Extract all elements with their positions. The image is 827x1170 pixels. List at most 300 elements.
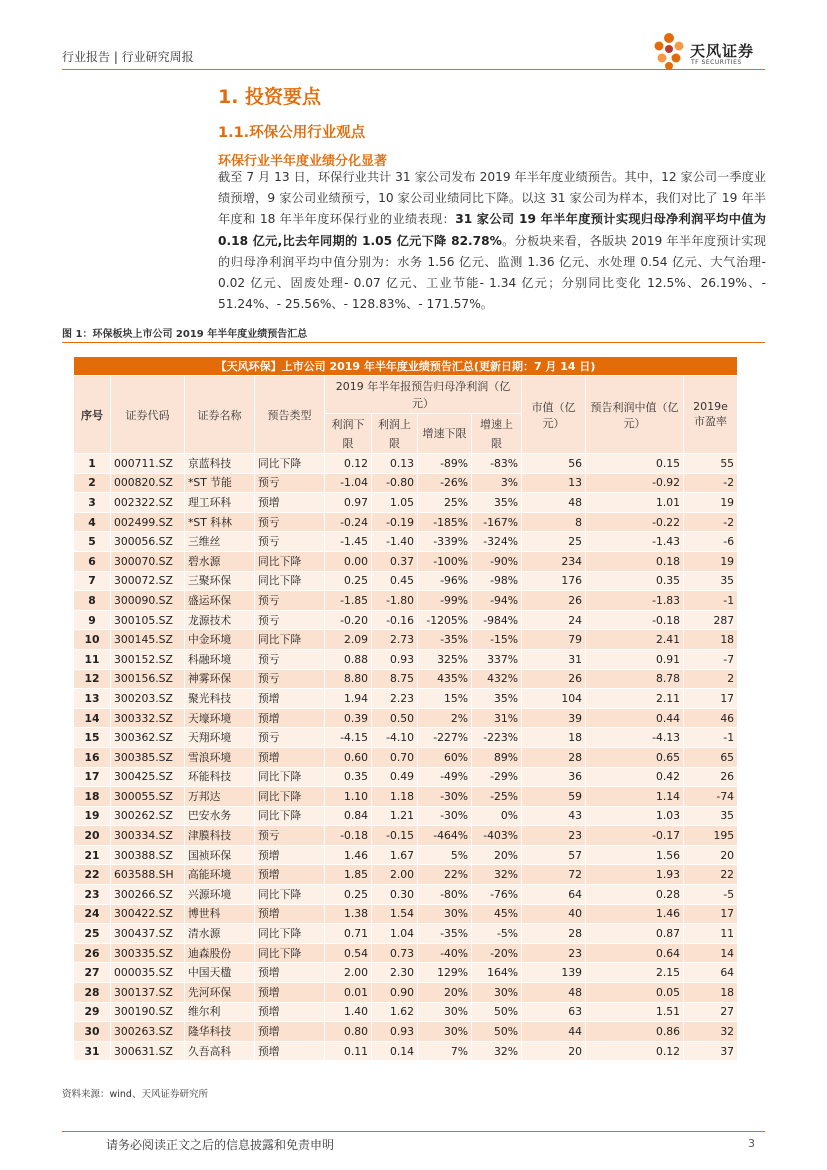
brand-logo — [650, 30, 780, 74]
cell-growth-high: -94% — [472, 591, 522, 611]
table-row — [74, 473, 738, 493]
cell-name: 维尔利 — [185, 1002, 255, 1022]
cell-pe: -5 — [684, 885, 738, 905]
cell-pe: -6 — [684, 532, 738, 552]
col-header-profit-high: 利润上限 — [372, 414, 418, 454]
cell-no: 11 — [74, 649, 111, 669]
cell-profit-high: 1.21 — [372, 806, 418, 826]
cell-profit-low: -0.20 — [325, 610, 372, 630]
cell-pe: 11 — [684, 924, 738, 944]
cell-profit-high: 1.62 — [372, 1002, 418, 1022]
cell-code: 300437.SZ — [111, 924, 185, 944]
cell-code: 300072.SZ — [111, 571, 185, 591]
cell-growth-high: -76% — [472, 885, 522, 905]
cell-code: 300070.SZ — [111, 551, 185, 571]
section-heading: 1. 投资要点 — [218, 86, 322, 108]
cell-profit-high: -0.15 — [372, 826, 418, 846]
cell-type: 同比下降 — [255, 924, 325, 944]
cell-pe: -2 — [684, 473, 738, 493]
cell-mid: 0.87 — [586, 924, 684, 944]
cell-profit-low: 0.39 — [325, 708, 372, 728]
cell-growth-low: -30% — [418, 787, 472, 807]
cell-growth-low: -40% — [418, 943, 472, 963]
cell-growth-low: 5% — [418, 845, 472, 865]
cell-code: 300156.SZ — [111, 669, 185, 689]
cell-no: 13 — [74, 689, 111, 709]
cell-profit-low: 1.40 — [325, 1002, 372, 1022]
cell-profit-low: 0.25 — [325, 571, 372, 591]
cell-mid: 0.91 — [586, 649, 684, 669]
table-row — [74, 512, 738, 532]
cell-no: 17 — [74, 767, 111, 787]
cell-type: 预增 — [255, 1022, 325, 1042]
cell-name: 隆华科技 — [185, 1022, 255, 1042]
cell-name: 盛运环保 — [185, 591, 255, 611]
cell-pe: -7 — [684, 649, 738, 669]
cell-code: 300335.SZ — [111, 943, 185, 963]
col-header-name: 证券名称 — [185, 376, 255, 454]
subsection-heading: 1.1.环保公用行业观点 — [218, 125, 366, 141]
cell-type: 同比下降 — [255, 787, 325, 807]
cell-growth-high: 89% — [472, 747, 522, 767]
cell-profit-high: 0.14 — [372, 1041, 418, 1061]
cell-type: 预增 — [255, 904, 325, 924]
header-divider — [62, 69, 765, 70]
cell-profit-low: 0.01 — [325, 983, 372, 1003]
cell-growth-low: 7% — [418, 1041, 472, 1061]
cell-type: 预增 — [255, 845, 325, 865]
cell-growth-high: 30% — [472, 983, 522, 1003]
cell-mktcap: 20 — [522, 1041, 586, 1061]
cell-code: 300055.SZ — [111, 787, 185, 807]
cell-profit-low: -0.18 — [325, 826, 372, 846]
cell-growth-low: -96% — [418, 571, 472, 591]
col-header-profit-low: 利润下限 — [325, 414, 372, 454]
cell-profit-low: 0.35 — [325, 767, 372, 787]
cell-profit-high: 8.75 — [372, 669, 418, 689]
cell-profit-low: -4.15 — [325, 728, 372, 748]
cell-growth-high: 432% — [472, 669, 522, 689]
cell-code: 300263.SZ — [111, 1022, 185, 1042]
cell-pe: 64 — [684, 963, 738, 983]
cell-profit-low: 0.60 — [325, 747, 372, 767]
cell-mid: 0.44 — [586, 708, 684, 728]
cell-profit-high: 0.93 — [372, 1022, 418, 1042]
cell-pe: 195 — [684, 826, 738, 846]
cell-pe: 65 — [684, 747, 738, 767]
table-row — [74, 669, 738, 689]
cell-no: 23 — [74, 885, 111, 905]
cell-profit-high: 0.73 — [372, 943, 418, 963]
brand-name-en: TF SECURITIES — [691, 59, 742, 66]
cell-mktcap: 57 — [522, 845, 586, 865]
cell-mktcap: 8 — [522, 512, 586, 532]
cell-type: 预增 — [255, 983, 325, 1003]
cell-pe: 19 — [684, 551, 738, 571]
cell-name: 环能科技 — [185, 767, 255, 787]
cell-no: 22 — [74, 865, 111, 885]
body-paragraph — [218, 167, 766, 315]
cell-mid: 0.15 — [586, 454, 684, 474]
cell-mid: 1.56 — [586, 845, 684, 865]
col-header-code: 证券代码 — [111, 376, 185, 454]
cell-code: 603588.SH — [111, 865, 185, 885]
cell-code: 300388.SZ — [111, 845, 185, 865]
cell-growth-high: -167% — [472, 512, 522, 532]
col-header-growth-high: 增速上限 — [472, 414, 522, 454]
page-number: 3 — [748, 1137, 755, 1150]
cell-mid: -0.92 — [586, 473, 684, 493]
cell-mktcap: 26 — [522, 669, 586, 689]
cell-no: 18 — [74, 787, 111, 807]
cell-profit-low: 0.80 — [325, 1022, 372, 1042]
table-row — [74, 963, 738, 983]
cell-profit-high: 0.90 — [372, 983, 418, 1003]
cell-code: 300056.SZ — [111, 532, 185, 552]
cell-growth-low: -100% — [418, 551, 472, 571]
cell-type: 预亏 — [255, 473, 325, 493]
cell-growth-high: 45% — [472, 904, 522, 924]
cell-growth-low: -35% — [418, 924, 472, 944]
cell-pe: 20 — [684, 845, 738, 865]
cell-growth-high: -984% — [472, 610, 522, 630]
cell-type: 同比下降 — [255, 943, 325, 963]
cell-profit-high: 0.30 — [372, 885, 418, 905]
cell-growth-high: 50% — [472, 1002, 522, 1022]
cell-mid: 0.42 — [586, 767, 684, 787]
cell-profit-high: -1.40 — [372, 532, 418, 552]
cell-growth-low: 435% — [418, 669, 472, 689]
table-row — [74, 728, 738, 748]
table-row — [74, 649, 738, 669]
cell-mktcap: 176 — [522, 571, 586, 591]
table-row — [74, 787, 738, 807]
cell-mktcap: 56 — [522, 454, 586, 474]
cell-mktcap: 28 — [522, 747, 586, 767]
cell-profit-high: -1.80 — [372, 591, 418, 611]
cell-growth-low: -185% — [418, 512, 472, 532]
cell-code: 300425.SZ — [111, 767, 185, 787]
cell-mid: 2.41 — [586, 630, 684, 650]
table-row — [74, 610, 738, 630]
cell-type: 同比下降 — [255, 630, 325, 650]
cell-name: 天翔环境 — [185, 728, 255, 748]
para-text-2: 。分板块来看，各版块 2019 年半年度预计实现的归母净利润平均中值分别为：水务 1.56 亿元、监测 1.36 亿元、水处理 0.54 亿元、大气治理- 0.02 亿元、固废处理- 0.07 亿元、工业节能- 1.34 亿元；分别同比变化 12.5%、26.19%、- 51.24%、- 25.56%、- 128.83%、- 171.57%。 — [218, 233, 766, 312]
cell-pe: 35 — [684, 806, 738, 826]
para-bold-text: 31 家公司 19 年半年度预计实现归母净利润平均中值为 0.18 亿元,比去年同期的 1.05 亿元下降 82.78% — [218, 212, 766, 248]
cell-type: 预增 — [255, 747, 325, 767]
cell-growth-low: -89% — [418, 454, 472, 474]
cell-type: 同比下降 — [255, 454, 325, 474]
table-row — [74, 943, 738, 963]
cell-profit-high: 2.30 — [372, 963, 418, 983]
cell-pe: 26 — [684, 767, 738, 787]
cell-profit-low: 0.00 — [325, 551, 372, 571]
cell-no: 16 — [74, 747, 111, 767]
cell-profit-low: 8.80 — [325, 669, 372, 689]
cell-growth-high: -20% — [472, 943, 522, 963]
cell-mktcap: 48 — [522, 983, 586, 1003]
cell-type: 预亏 — [255, 532, 325, 552]
cell-mktcap: 43 — [522, 806, 586, 826]
cell-growth-high: 32% — [472, 865, 522, 885]
cell-no: 28 — [74, 983, 111, 1003]
cell-type: 预亏 — [255, 512, 325, 532]
cell-no: 6 — [74, 551, 111, 571]
cell-type: 预亏 — [255, 591, 325, 611]
cell-growth-low: -26% — [418, 473, 472, 493]
cell-growth-high: 164% — [472, 963, 522, 983]
cell-name: 聚光科技 — [185, 689, 255, 709]
cell-profit-low: -0.24 — [325, 512, 372, 532]
cell-growth-low: -227% — [418, 728, 472, 748]
figure-divider — [62, 342, 765, 343]
cell-mktcap: 104 — [522, 689, 586, 709]
cell-name: 雪浪环境 — [185, 747, 255, 767]
cell-profit-low: 0.12 — [325, 454, 372, 474]
cell-type: 同比下降 — [255, 571, 325, 591]
col-header-group: 2019 年半年报预告归母净利润（亿元） — [325, 376, 522, 414]
cell-profit-low: 0.25 — [325, 885, 372, 905]
table-row — [74, 865, 738, 885]
table-title: 【天风环保】上市公司 2019 年半年度业绩预告汇总(更新日期：7 月 14 日) — [74, 357, 738, 376]
cell-pe: 19 — [684, 493, 738, 513]
cell-growth-low: 129% — [418, 963, 472, 983]
table-row — [74, 551, 738, 571]
cell-growth-high: 31% — [472, 708, 522, 728]
table-row — [74, 826, 738, 846]
cell-mktcap: 18 — [522, 728, 586, 748]
cell-mid: 8.78 — [586, 669, 684, 689]
cell-name: 中金环境 — [185, 630, 255, 650]
cell-profit-low: 1.38 — [325, 904, 372, 924]
cell-growth-high: -90% — [472, 551, 522, 571]
cell-pe: 2 — [684, 669, 738, 689]
cell-mid: 1.03 — [586, 806, 684, 826]
cell-mid: 1.51 — [586, 1002, 684, 1022]
cell-growth-high: -25% — [472, 787, 522, 807]
cell-growth-high: 337% — [472, 649, 522, 669]
cell-profit-low: 1.85 — [325, 865, 372, 885]
figure-caption: 图 1：环保板块上市公司 2019 年半年度业绩预告汇总 — [62, 329, 308, 340]
cell-pe: -1 — [684, 728, 738, 748]
cell-pe: -2 — [684, 512, 738, 532]
cell-type: 预亏 — [255, 649, 325, 669]
cell-growth-high: 3% — [472, 473, 522, 493]
cell-code: 300203.SZ — [111, 689, 185, 709]
cell-type: 预增 — [255, 963, 325, 983]
cell-growth-high: -29% — [472, 767, 522, 787]
cell-name: 神雾环保 — [185, 669, 255, 689]
cell-name: 迪森股份 — [185, 943, 255, 963]
cell-code: 000711.SZ — [111, 454, 185, 474]
cell-mktcap: 79 — [522, 630, 586, 650]
cell-pe: 27 — [684, 1002, 738, 1022]
cell-mktcap: 31 — [522, 649, 586, 669]
cell-pe: 18 — [684, 630, 738, 650]
cell-mid: 1.14 — [586, 787, 684, 807]
cell-pe: 35 — [684, 571, 738, 591]
cell-name: 科融环境 — [185, 649, 255, 669]
cell-mktcap: 40 — [522, 904, 586, 924]
cell-mktcap: 26 — [522, 591, 586, 611]
breadcrumb: 行业报告 | 行业研究周报 — [62, 50, 194, 64]
cell-type: 预增 — [255, 1041, 325, 1061]
cell-growth-low: 20% — [418, 983, 472, 1003]
cell-type: 预增 — [255, 493, 325, 513]
cell-mid: 1.46 — [586, 904, 684, 924]
cell-pe: 14 — [684, 943, 738, 963]
table-row — [74, 1002, 738, 1022]
cell-mid: 0.64 — [586, 943, 684, 963]
footer-divider — [62, 1131, 765, 1132]
col-header-no: 序号 — [74, 376, 111, 454]
cell-pe: 37 — [684, 1041, 738, 1061]
cell-profit-low: 2.00 — [325, 963, 372, 983]
cell-mid: -1.43 — [586, 532, 684, 552]
cell-growth-low: 325% — [418, 649, 472, 669]
paragraph-heading: 环保行业半年度业绩分化显著 — [218, 154, 388, 169]
cell-name: 博世科 — [185, 904, 255, 924]
cell-profit-high: 1.67 — [372, 845, 418, 865]
cell-code: 300190.SZ — [111, 1002, 185, 1022]
cell-name: 巴安水务 — [185, 806, 255, 826]
cell-growth-low: 60% — [418, 747, 472, 767]
cell-code: 002322.SZ — [111, 493, 185, 513]
cell-profit-low: 1.10 — [325, 787, 372, 807]
cell-growth-low: -30% — [418, 806, 472, 826]
cell-name: 高能环境 — [185, 865, 255, 885]
cell-growth-low: 25% — [418, 493, 472, 513]
cell-growth-high: -403% — [472, 826, 522, 846]
cell-name: 先河环保 — [185, 983, 255, 1003]
cell-profit-low: 0.71 — [325, 924, 372, 944]
cell-mktcap: 13 — [522, 473, 586, 493]
col-header-pe: 2019e 市盈率 — [684, 376, 738, 454]
cell-growth-high: -223% — [472, 728, 522, 748]
cell-growth-high: -324% — [472, 532, 522, 552]
cell-growth-low: 30% — [418, 904, 472, 924]
cell-no: 1 — [74, 454, 111, 474]
cell-mktcap: 24 — [522, 610, 586, 630]
cell-mid: -4.13 — [586, 728, 684, 748]
cell-pe: 17 — [684, 689, 738, 709]
cell-profit-low: 0.54 — [325, 943, 372, 963]
cell-no: 30 — [74, 1022, 111, 1042]
cell-mid: -0.22 — [586, 512, 684, 532]
cell-mktcap: 39 — [522, 708, 586, 728]
cell-mid: 2.15 — [586, 963, 684, 983]
cell-type: 同比下降 — [255, 885, 325, 905]
table-row — [74, 1022, 738, 1042]
cell-pe: 32 — [684, 1022, 738, 1042]
cell-profit-high: -0.80 — [372, 473, 418, 493]
table-row — [74, 630, 738, 650]
cell-no: 10 — [74, 630, 111, 650]
cell-type: 预增 — [255, 689, 325, 709]
cell-growth-low: -80% — [418, 885, 472, 905]
table-row — [74, 532, 738, 552]
cell-code: 300262.SZ — [111, 806, 185, 826]
cell-mid: 0.35 — [586, 571, 684, 591]
cell-pe: 55 — [684, 454, 738, 474]
cell-name: *ST 科林 — [185, 512, 255, 532]
table-row — [74, 885, 738, 905]
cell-name: 碧水源 — [185, 551, 255, 571]
cell-profit-low: -1.85 — [325, 591, 372, 611]
cell-code: 002499.SZ — [111, 512, 185, 532]
col-header-mktcap: 市值（亿元） — [522, 376, 586, 454]
cell-mktcap: 72 — [522, 865, 586, 885]
cell-name: 国祯环保 — [185, 845, 255, 865]
cell-mktcap: 59 — [522, 787, 586, 807]
cell-mid: -0.18 — [586, 610, 684, 630]
cell-growth-high: -5% — [472, 924, 522, 944]
table-row — [74, 924, 738, 944]
table-row — [74, 708, 738, 728]
cell-no: 29 — [74, 1002, 111, 1022]
cell-growth-high: 50% — [472, 1022, 522, 1042]
cell-pe: 18 — [684, 983, 738, 1003]
cell-no: 19 — [74, 806, 111, 826]
cell-growth-low: 22% — [418, 865, 472, 885]
cell-name: 三维丝 — [185, 532, 255, 552]
cell-growth-high: 20% — [472, 845, 522, 865]
cell-growth-low: -49% — [418, 767, 472, 787]
cell-no: 2 — [74, 473, 111, 493]
cell-profit-high: 2.00 — [372, 865, 418, 885]
cell-mid: -0.17 — [586, 826, 684, 846]
cell-mid: -1.83 — [586, 591, 684, 611]
cell-mid: 0.65 — [586, 747, 684, 767]
cell-mid: 1.01 — [586, 493, 684, 513]
cell-type: 同比下降 — [255, 806, 325, 826]
cell-no: 26 — [74, 943, 111, 963]
cell-profit-high: 1.05 — [372, 493, 418, 513]
cell-mktcap: 139 — [522, 963, 586, 983]
earnings-forecast-table — [73, 356, 738, 1061]
cell-growth-high: 0% — [472, 806, 522, 826]
cell-no: 27 — [74, 963, 111, 983]
cell-mktcap: 44 — [522, 1022, 586, 1042]
cell-profit-high: -0.16 — [372, 610, 418, 630]
table-header-row — [74, 376, 738, 414]
logo-flower-icon — [650, 30, 688, 74]
col-header-growth-low: 增速下限 — [418, 414, 472, 454]
cell-no: 25 — [74, 924, 111, 944]
table-row — [74, 806, 738, 826]
cell-profit-high: 0.37 — [372, 551, 418, 571]
col-header-mid: 预告利润中值（亿元） — [586, 376, 684, 454]
cell-growth-low: -1205% — [418, 610, 472, 630]
cell-pe: -74 — [684, 787, 738, 807]
cell-no: 4 — [74, 512, 111, 532]
cell-name: 三聚环保 — [185, 571, 255, 591]
cell-code: 300362.SZ — [111, 728, 185, 748]
cell-growth-high: 35% — [472, 493, 522, 513]
cell-growth-low: 15% — [418, 689, 472, 709]
cell-profit-high: 2.73 — [372, 630, 418, 650]
table-row — [74, 767, 738, 787]
cell-growth-high: -15% — [472, 630, 522, 650]
cell-profit-high: 0.49 — [372, 767, 418, 787]
cell-no: 14 — [74, 708, 111, 728]
cell-code: 000820.SZ — [111, 473, 185, 493]
cell-mid: 0.28 — [586, 885, 684, 905]
cell-growth-high: -83% — [472, 454, 522, 474]
cell-type: 预增 — [255, 1002, 325, 1022]
cell-no: 3 — [74, 493, 111, 513]
